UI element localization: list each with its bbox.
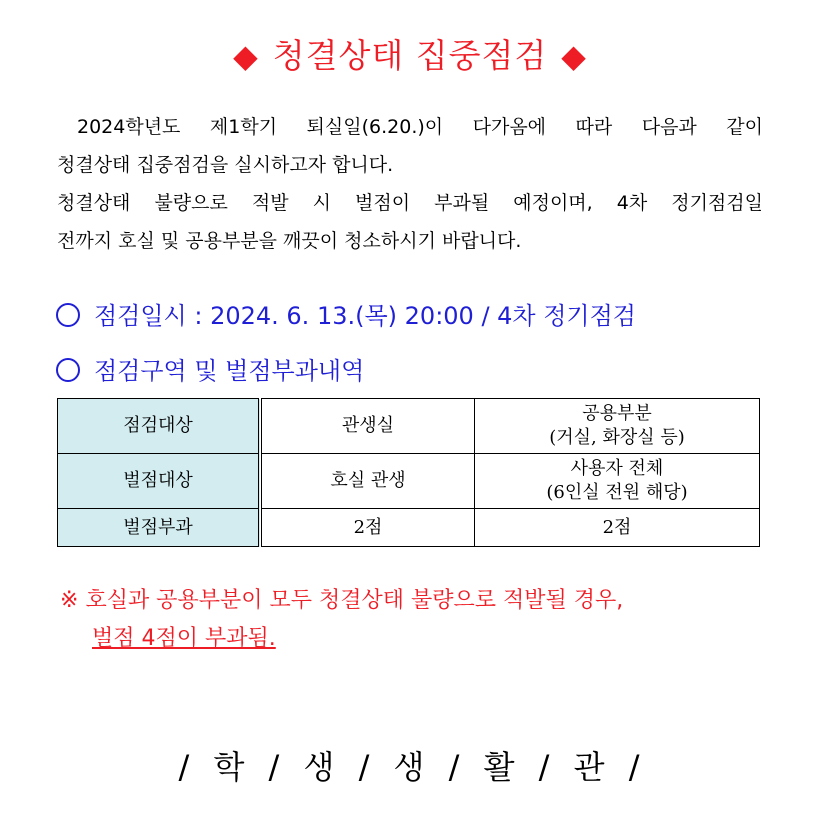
row-header: 벌점대상 xyxy=(58,454,261,509)
table-row xyxy=(58,509,760,547)
note-line-1: 호실과 공용부분이 모두 청결상태 불량으로 적발될 경우, xyxy=(85,588,624,613)
warning-note xyxy=(60,582,623,658)
table-cell xyxy=(475,399,760,454)
section-heading xyxy=(56,351,364,386)
table-cell xyxy=(475,454,760,509)
row-header: 벌점부과 xyxy=(58,509,261,547)
diamond-icon: ◆ xyxy=(233,37,259,75)
note-line-2: 벌점 4점이 부과됨. xyxy=(92,626,276,651)
intro-paragraph xyxy=(57,108,763,184)
cell-line: (6인실 전원 해당) xyxy=(546,482,688,503)
diamond-icon: ◆ xyxy=(561,37,587,75)
reference-mark-icon: ※ xyxy=(60,588,79,613)
schedule-line xyxy=(56,296,636,331)
table-cell: 2점 xyxy=(475,509,760,547)
section-heading-text: 점검구역 및 벌점부과내역 xyxy=(94,357,365,385)
table-cell: 관생실 xyxy=(260,399,475,454)
intro-line-4: 전까지 호실 및 공용부분을 깨끗이 청소하시기 바랍니다. xyxy=(57,230,522,252)
circle-bullet-icon xyxy=(56,303,80,327)
circle-bullet-icon xyxy=(56,358,80,382)
intro-line-3: 청결상태 불량으로 적발 시 벌점이 부과될 예정이며, 4차 정기점검일 xyxy=(57,192,763,214)
schedule-text: 점검일시 : 2024. 6. 13.(목) 20:00 / 4차 정기점검 xyxy=(94,302,636,330)
table-row xyxy=(58,454,760,509)
title-text: 청결상태 집중점검 xyxy=(272,36,548,75)
table-cell: 호실 관생 xyxy=(260,454,475,509)
cell-line: 사용자 전체 xyxy=(570,458,664,479)
row-header: 점검대상 xyxy=(58,399,261,454)
cell-line: 공용부분 xyxy=(582,403,652,424)
table-cell: 2점 xyxy=(260,509,475,547)
inspection-table xyxy=(57,398,760,547)
intro-paragraph-2 xyxy=(57,184,763,260)
intro-line-2: 청결상태 집중점검을 실시하고자 합니다. xyxy=(57,154,394,176)
cell-line: (거실, 화장실 등) xyxy=(549,427,685,448)
page-title xyxy=(0,30,820,77)
table-row xyxy=(58,399,760,454)
organization-signature: / 학 / 생 / 생 / 활 / 관 / xyxy=(178,748,642,786)
intro-line-1: 2024학년도 제1학기 퇴실일(6.20.)이 다가옴에 따라 다음과 같이 xyxy=(77,116,763,138)
